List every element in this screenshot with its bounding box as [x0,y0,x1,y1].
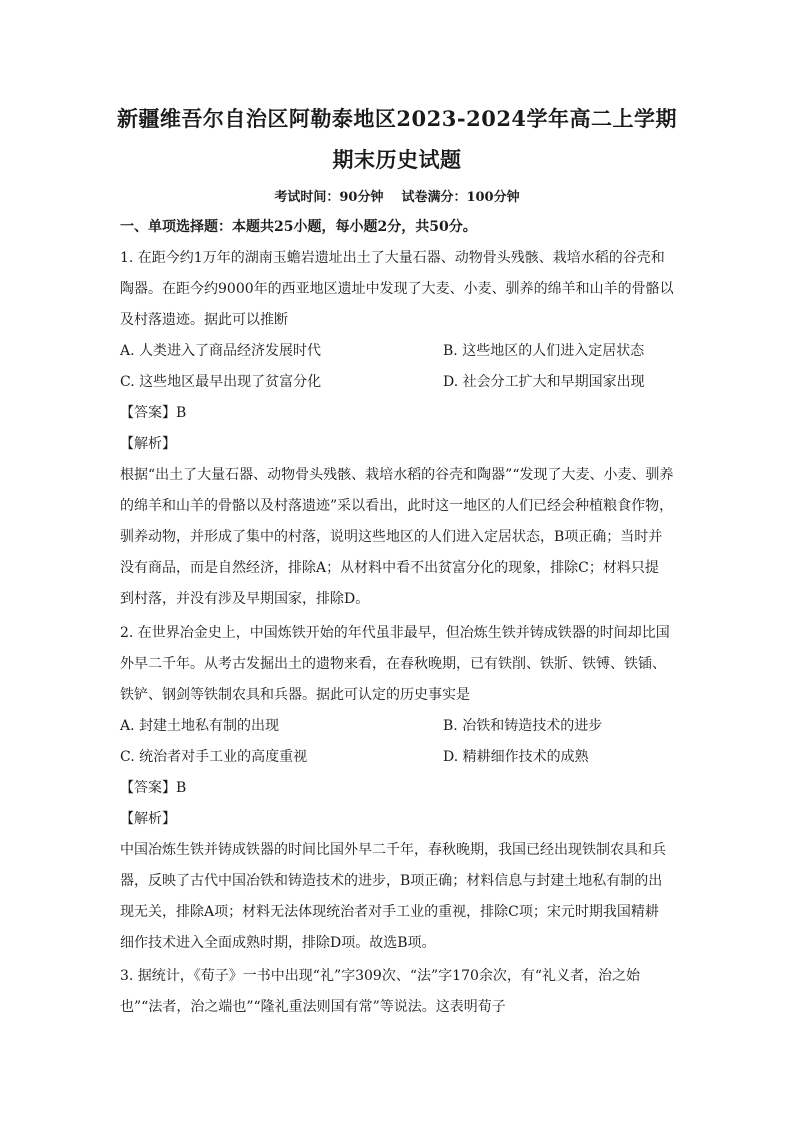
exam-meta [0,186,794,205]
q1-answer: 【答案】B [120,405,187,421]
q2-analysis-line: 中国冶炼生铁并铸成铁器的时间比国外早二千年，春秋晚期，我国已经出现铁制农具和兵 [120,842,666,858]
q1-analysis-line: 根据“出土了大量石器、动物骨头残骸、栽培水稻的谷壳和陶器”“发现了大麦、小麦、驯养 [120,467,674,483]
q1-option-a: A. 人类进入了商品经济发展时代 [120,343,322,359]
q1-option-d: D. 社会分工扩大和早期国家出现 [443,374,645,390]
document-title-line1: 新疆维吾尔自治区阿勒泰地区2023-2024学年高二上学期 [116,106,678,131]
q2-analysis-label: 【解析】 [120,811,176,827]
q1-stem-line: 及村落遗迹。据此可以推断 [120,312,288,328]
q2-stem-line: 铁铲、钢剑等铁制农具和兵器。据此可认定的历史事实是 [120,687,470,703]
q2-option-d: D. 精耕细作技术的成熟 [443,749,589,765]
q1-option-c: C. 这些地区最早出现了贫富分化 [120,374,322,390]
q2-stem-line: 2. 在世界冶金史上，中国炼铁开始的年代虽非最早，但冶炼生铁并铸成铁器的时间却比国 [120,625,670,641]
q1-analysis-line: 到村落，并没有涉及早期国家，排除D。 [120,591,370,607]
q1-analysis-line: 驯养动物，并形成了集中的村落，说明这些地区的人们进入定居状态，B项正确；当时并 [120,529,663,545]
q3-stem-line: 3. 据统计，《荀子》一书中出现“礼”字309次、“法”字170余次，有“礼义者，治之始 [120,968,641,984]
q2-answer: 【答案】B [120,780,187,796]
full-score: 试卷满分：100分钟 [401,190,520,205]
q1-analysis-label: 【解析】 [120,436,176,452]
q2-analysis-line: 器，反映了古代中国冶铁和铸造技术的进步，B项正确；材料信息与封建土地私有制的出 [120,873,663,889]
q2-option-a: A. 封建土地私有制的出现 [120,718,280,734]
q2-stem-line: 外早二千年。从考古发掘出土的遗物来看，在春秋晚期，已有铁削、铁斨、铁镈、铁锸、 [120,656,666,672]
q1-stem-line: 陶器。在距今约9000年的西亚地区遗址中发现了大麦、小麦、驯养的绵羊和山羊的骨骼以 [120,281,674,297]
q2-option-c: C. 统治者对手工业的高度重视 [120,749,308,765]
q2-analysis-line: 细作技术进入全面成熟时期，排除D项。故选B项。 [120,935,436,951]
q3-stem-line: 也”“法者，治之端也”“隆礼重法则国有常”等说法。这表明荀子 [120,999,506,1015]
section-heading: 一、单项选择题：本题共25小题，每小题2分，共50分。 [120,219,477,235]
q1-option-b: B. 这些地区的人们进入定居状态 [443,343,645,359]
q2-analysis-line: 现无关，排除A项；材料无法体现统治者对手工业的重视，排除C项；宋元时期我国精耕 [120,904,659,920]
exam-time: 考试时间：90分钟 [274,190,384,205]
q1-analysis-line: 没有商品，而是自然经济，排除A；从材料中看不出贫富分化的现象，排除C；材料只提 [120,560,659,576]
q1-stem-line: 1. 在距今约1万年的湖南玉蟾岩遗址出土了大量石器、动物骨头残骸、栽培水稻的谷壳和 [120,250,665,266]
document-title-line2: 期末历史试题 [332,147,462,172]
q2-option-b: B. 冶铁和铸造技术的进步 [443,718,603,734]
q1-analysis-line: 的绵羊和山羊的骨骼以及村落遗迹”采以看出，此时这一地区的人们已经会种植粮食作物， [120,498,674,514]
